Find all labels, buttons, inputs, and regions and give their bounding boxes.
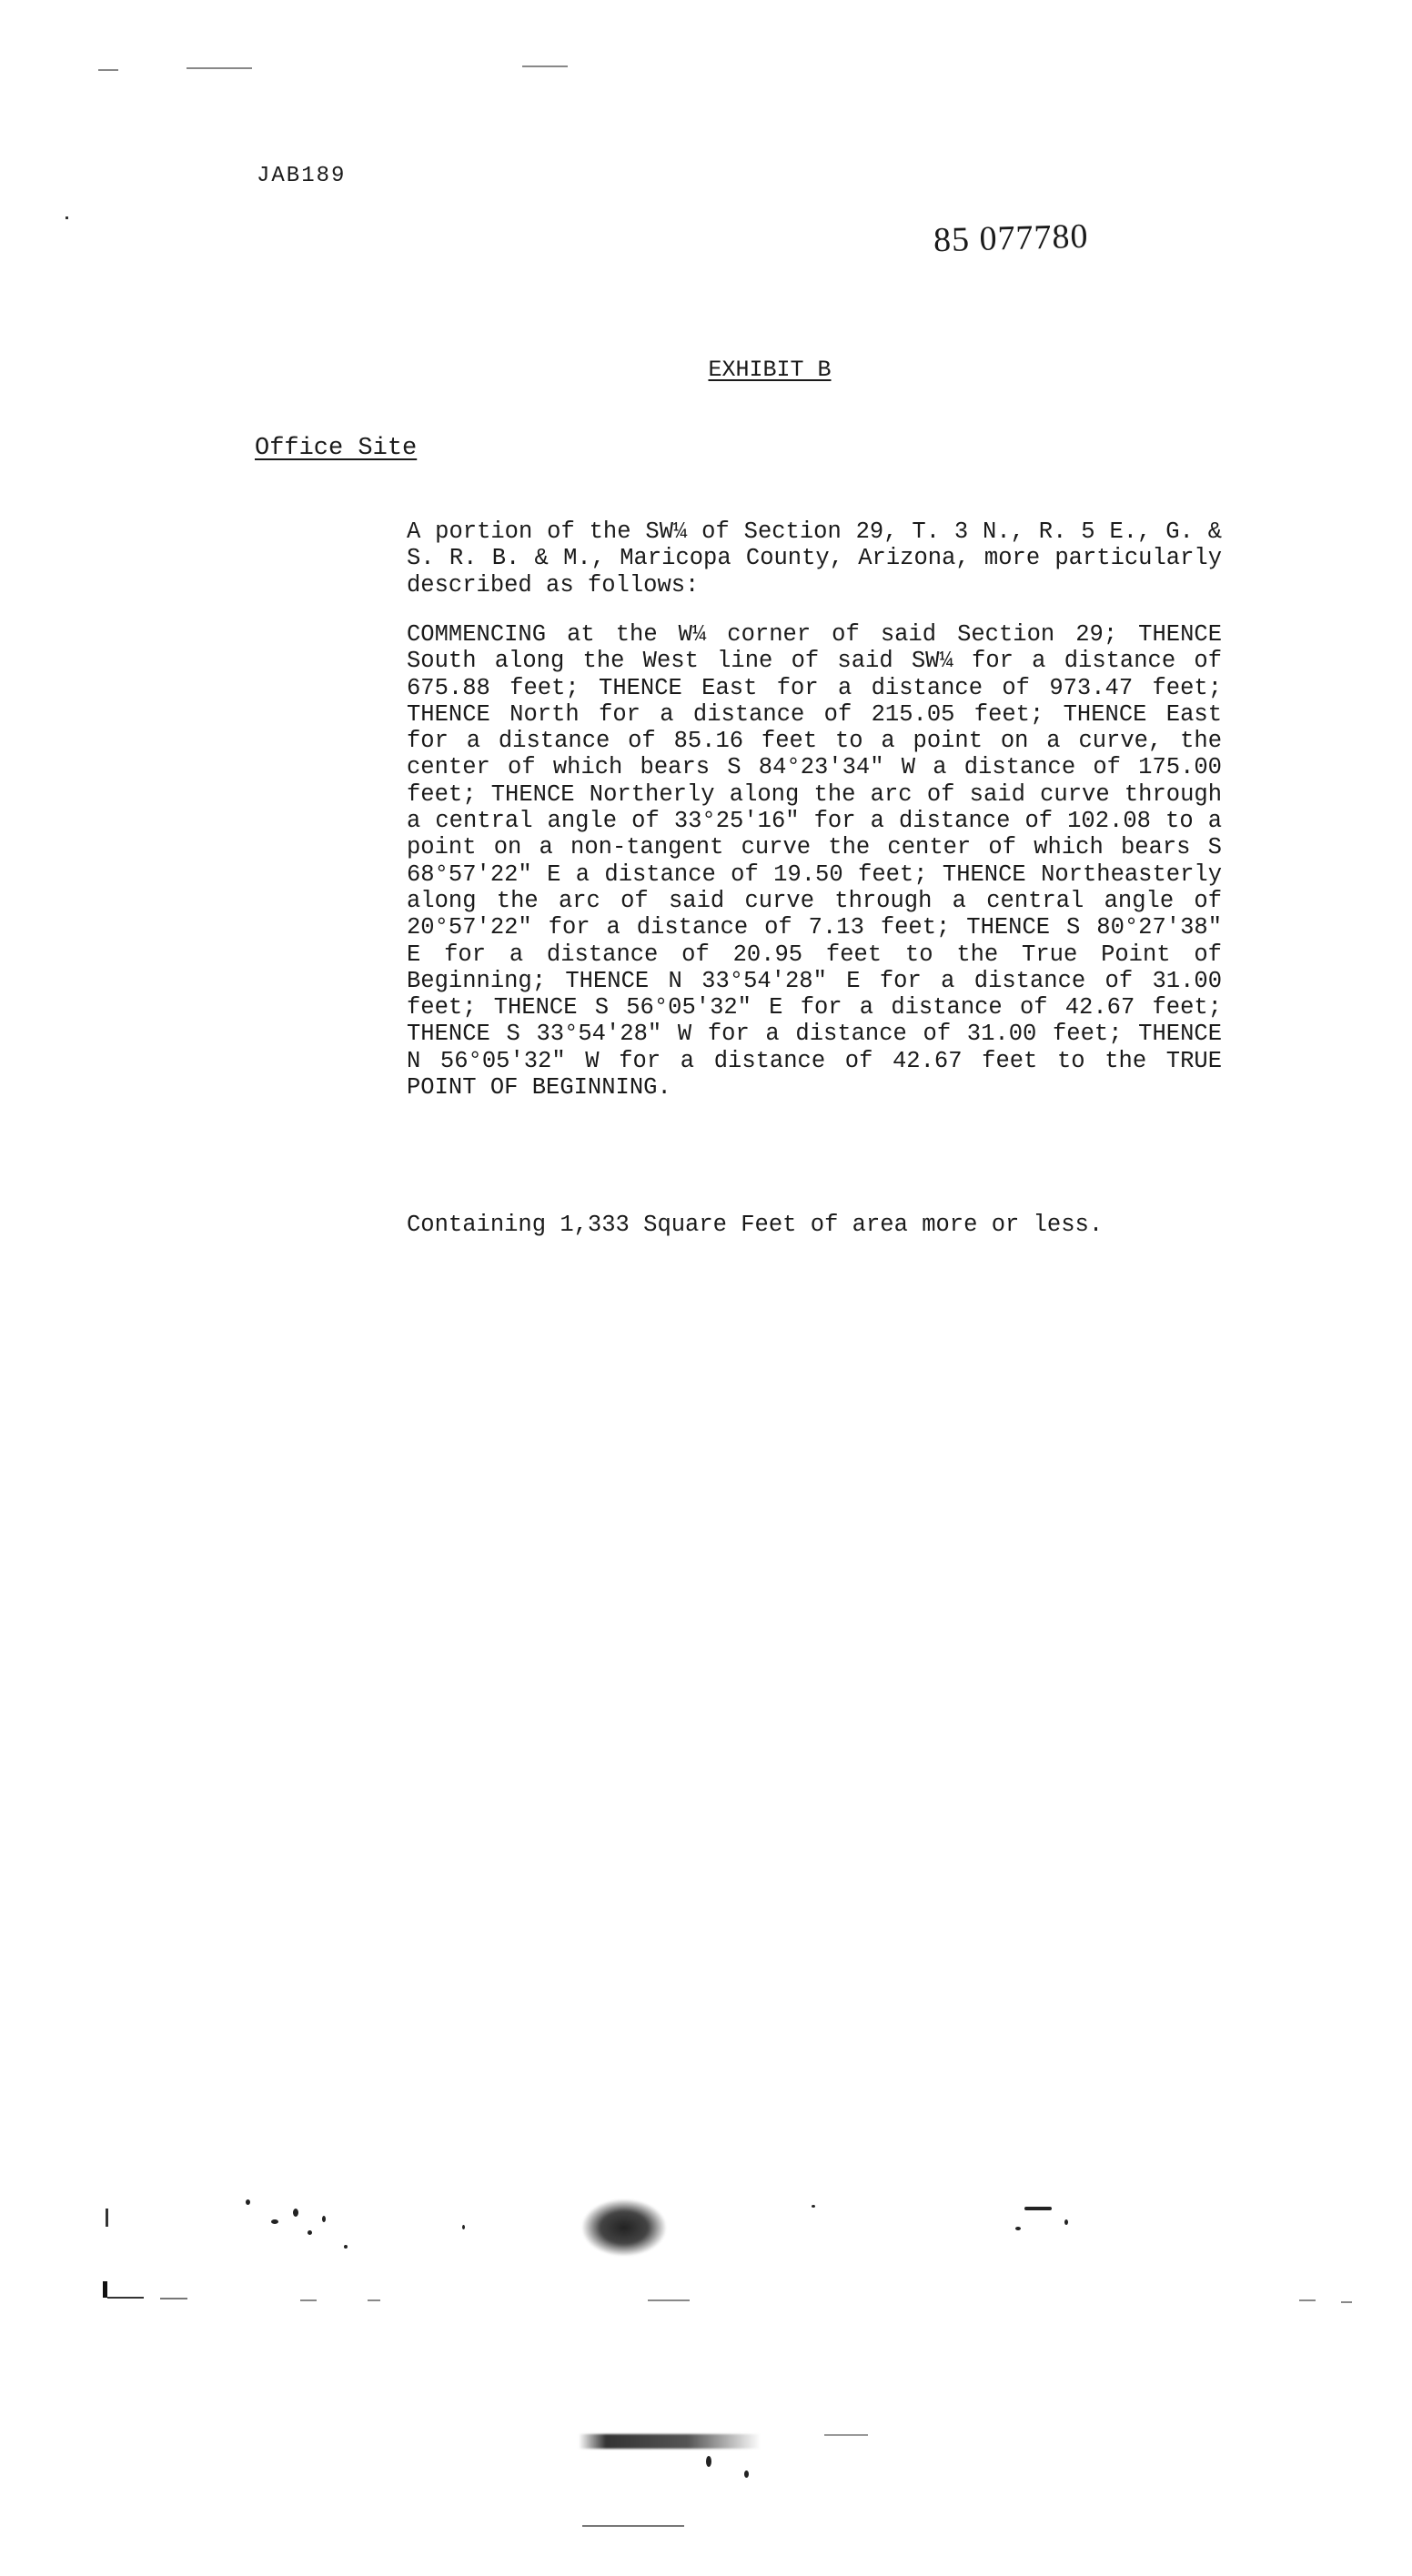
top-scan-mark xyxy=(187,67,252,69)
ink-smudge xyxy=(582,2199,666,2256)
bottom-scan-line xyxy=(648,2299,690,2301)
speckle xyxy=(344,2245,348,2249)
punch-mark xyxy=(66,216,68,219)
speckle xyxy=(322,2216,326,2222)
bottom-scan-line xyxy=(300,2299,317,2301)
bottom-scan-line xyxy=(582,2525,684,2527)
speckle xyxy=(308,2230,312,2235)
speckle xyxy=(1024,2207,1052,2210)
exhibit-title-row xyxy=(0,357,1412,383)
speckle xyxy=(1064,2219,1068,2225)
speckle xyxy=(271,2219,278,2224)
speckle xyxy=(744,2470,749,2478)
exhibit-title: EXHIBIT B xyxy=(708,357,832,383)
ink-smudge xyxy=(579,2434,761,2449)
area-statement: Containing 1,333 Square Feet of area more or less. xyxy=(407,1212,1104,1238)
speckle xyxy=(293,2209,298,2217)
speckle xyxy=(462,2225,465,2229)
speckle xyxy=(706,2456,711,2467)
bottom-scan-line xyxy=(824,2434,868,2436)
document-id: JAB189 xyxy=(257,164,347,188)
bottom-scan-line xyxy=(1341,2301,1352,2303)
speckle xyxy=(812,2205,815,2208)
bottom-scan-line xyxy=(160,2298,187,2299)
speckle xyxy=(246,2199,250,2205)
legal-description-paragraph: COMMENCING at the W¼ corner of said Section 29; THENCE South along the West line of said SW¼ for a distance of 675.88 feet; THENCE East for a distance of 973.47 feet; THENCE North for a distance of 215.05 feet; THENCE East for a distance of 85.16 feet to a point on a curve, the center of which bears S 84°23'34" W a distance of 175.00 feet; THENCE Northerly along the arc of said curve through a central angle of 33°25'16" for a distance of 102.08 to a point on a non-tangent curve the center of which bears S 68°57'22" E a distance of 19.50 feet; THENCE Northeasterly along the arc of said curve through a central angle of 20°57'22" for a distance of 7.13 feet; THENCE S 80°27'38" E for a distance of 20.95 feet to the True Point of Beginning; THENCE N 33°54'28" E for a distance of 31.00 feet; THENCE S 56°05'32" E for a distance of 42.67 feet; THENCE S 33°54'28" W for a distance of 31.00 feet; THENCE N 56°05'32" W for a distance of 42.67 feet to the TRUE POINT OF BEGINNING. xyxy=(407,621,1222,1102)
margin-mark xyxy=(103,2281,107,2298)
top-scan-mark xyxy=(522,65,568,67)
top-scan-mark xyxy=(98,69,118,71)
bottom-scan-line xyxy=(368,2299,380,2301)
recording-number: 85 077780 xyxy=(933,216,1090,260)
margin-mark xyxy=(106,2209,108,2227)
section-heading: Office Site xyxy=(255,435,418,462)
speckle xyxy=(1015,2227,1021,2230)
bottom-scan-line xyxy=(1299,2299,1316,2301)
intro-paragraph: A portion of the SW¼ of Section 29, T. 3 N., R. 5 E., G. & S. R. B. & M., Maricopa County, Arizona, more particularly described as follows: xyxy=(407,518,1222,599)
bottom-scan-line xyxy=(107,2297,144,2299)
